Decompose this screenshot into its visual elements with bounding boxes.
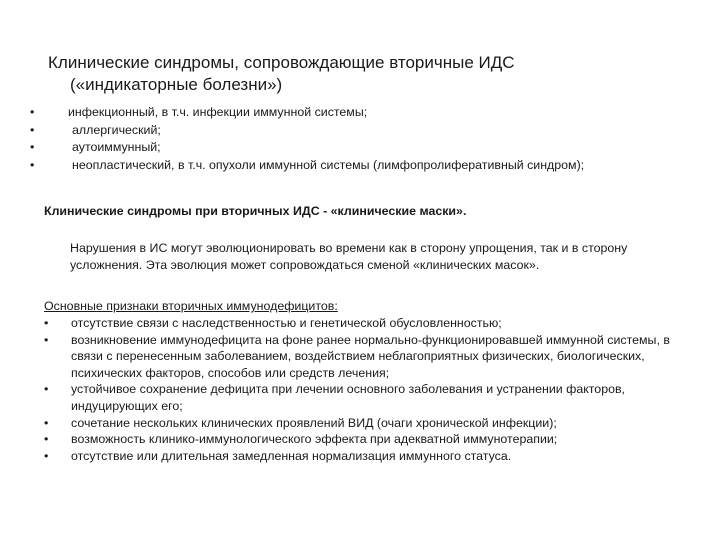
syndrome-item	[30, 104, 690, 122]
syndrome-item	[30, 157, 690, 175]
bullet-marker: •	[30, 157, 35, 172]
bullet-marker: •	[30, 105, 35, 119]
syndrome-text: инфекционный, в т.ч. инфекции иммунной системы;	[68, 105, 368, 119]
syndrome-item	[30, 122, 690, 140]
bullet-marker: •	[44, 432, 49, 447]
bullet-marker: •	[44, 332, 49, 347]
bullet-marker: •	[44, 316, 49, 330]
sign-text: возникновение иммунодефицита на фоне ранее нормально-функционировавшей иммунной системы, в связи с перенесенным заболеванием, воздействием неблагоприятных физических, биологических, психических факторов, способов или средств лечения;	[71, 332, 670, 380]
bullet-marker: •	[44, 448, 49, 463]
syndrome-text: аутоиммунный;	[72, 140, 161, 154]
slide-title	[48, 52, 688, 96]
sign-text: возможность клинико-иммунологического эффекта при адекватной иммунотерапии;	[71, 432, 558, 447]
slide-title-line-2: («индикаторные болезни»)	[70, 75, 283, 94]
bullet-marker: •	[30, 140, 35, 154]
sign-item	[44, 448, 684, 465]
sign-text: устойчивое сохранение дефицита при лечении основного заболевания и устранении факторов, индуцирующих его;	[71, 382, 626, 413]
syndromes-list	[30, 104, 690, 174]
slide-title-line-1: Клинические синдромы, сопровождающие вторичные ИДС	[48, 53, 515, 72]
bullet-marker: •	[44, 382, 49, 397]
sign-text: отсутствие связи с наследственностью и генетической обусловленностью;	[71, 316, 502, 330]
bullet-marker: •	[30, 122, 35, 137]
bullet-marker: •	[44, 415, 49, 430]
sign-text: сочетание нескольких клинических проявлений ВИД (очаги хронической инфекции);	[71, 415, 557, 430]
sign-item	[44, 431, 684, 448]
sign-item	[44, 381, 684, 414]
signs-list	[44, 315, 684, 464]
sign-text: отсутствие или длительная замедленная нормализация иммунного статуса.	[71, 448, 512, 463]
signs-title: Основные признаки вторичных иммунодефицитов:	[44, 299, 338, 313]
clinical-masks-heading: Клинические синдромы при вторичных ИДС - «клинические маски».	[44, 204, 467, 218]
syndrome-item	[30, 139, 690, 157]
sign-item	[44, 415, 684, 432]
clinical-masks-paragraph: Нарушения в ИС могут эволюционировать во времени как в сторону упрощения, так и в сторону усложнения. Эта эволюция может сопровождаться сменой «клинических масок».	[70, 241, 628, 272]
sign-item	[44, 332, 684, 382]
syndrome-text: аллергический;	[72, 122, 161, 137]
syndrome-text: неопластический, в т.ч. опухоли иммунной системы (лимфопролиферативный синдром);	[72, 157, 585, 172]
sign-item	[44, 315, 684, 332]
